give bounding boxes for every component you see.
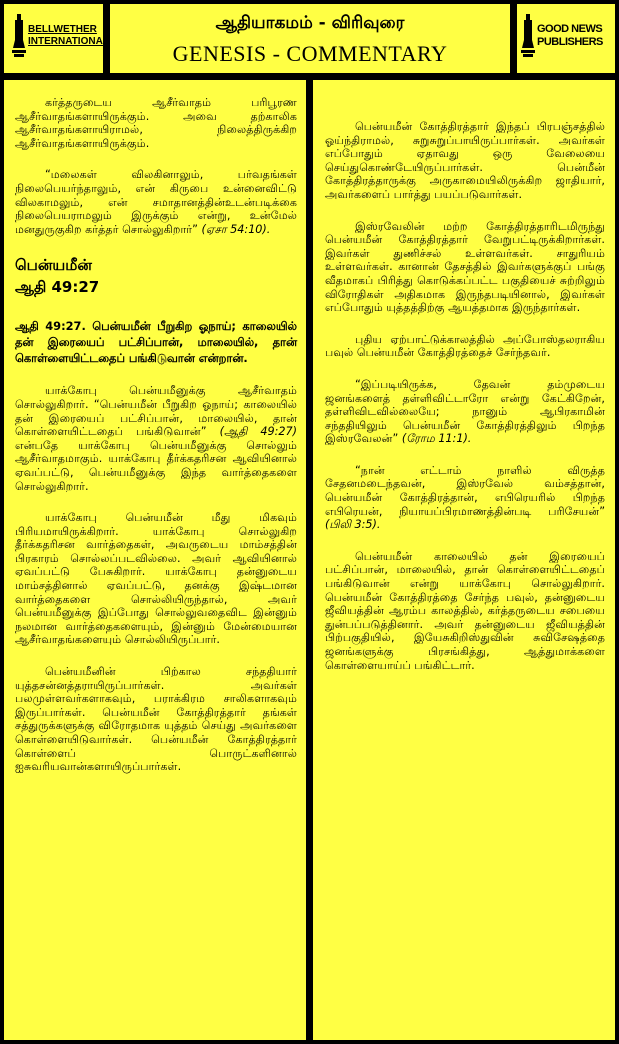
right-paragraph-4 [325,378,605,446]
good-news-logo-text: GOOD NEWS PUBLISHERS [537,23,603,48]
bell-icon [521,14,535,58]
right-paragraph-6: பென்யமீன் காலையில் தன் இரையைப் பட்சிப்பான், மாலையில், தான் கொள்ளையிட்டதைப் பங்கிடுவான் என்று யாக்கோபு சொல்லுகிறார். பென்யமீன் கோத்திரத்தை சேர்ந்த பவுல், தன்னுடைய ஜீவியத்தின் ஆரம்ப காலத்தில், கர்த்தருடைய சபையை துன்பப்படுத்தினார். அவர் தன்னுடைய ஜீவியத்தின் பிற்பகுதியில், இயேசுகிறிஸ்துவின் சுவிசேஷத்தை ஜனங்களுக்கு பிரசங்கித்து, ஆத்துமாக்களை கொள்ளையாய்ப் பங்கிட்டார். [325,549,605,672]
bellwether-logo-text: BELLWETHER INTERNATIONAL [28,24,109,47]
good-news-logo [521,14,611,58]
title-tamil: ஆதியாகமம் - விரிவுரை [215,13,405,33]
quote-text: “மலைகள் விலகினாலும், பர்வதங்கள் நிலைபெயர்ந்தாலும், என் கிருபை உன்னைவிட்டு விலகாமலும், என் சமாதானத்தின்உடன்படிக்கை நிலைபெயராமலும் இருக்கும் என்று, உன்மேல் மனதுருகுகிற கர்த்தர் சொல்லுகிறார்” [15,168,297,236]
header-title-box [110,4,510,73]
right-paragraph-3: புதிய ஏற்பாட்டுக்காலத்தில் அப்போஸ்தலராகிய பவுல் பென்யமீன் கோத்திரத்தைச் சேர்ந்தவர். [325,332,605,360]
bellwether-logo [12,14,109,58]
quote-text: “இப்படியிருக்க, தேவன் தம்முடைய ஜனங்களைத் தள்ளிவிட்டாரோ என்று கேட்கிறேன், தள்ளிவிடவில்லையே; நானும் ஆபிரகாமின் சந்ததியிலும் பென்யமீன் கோத்திரத்திலும் பிறந்த இஸ்ரவேலன்” [325,377,605,446]
scripture-reference: (ஏசா 54:10). [201,222,271,236]
quote-text: “நான் எட்டாம் நாளில் விருத்த சேதனமடைந்தவன், இஸ்ரவேல் வம்சத்தான், பென்யமீன் கோத்திரத்தான், எபிரெயரில் பிறந்த எபிரெயன், நியாயப்பிரமாணத்தின்படி பரிசேயன்” [325,463,605,518]
right-paragraph-2: இஸ்ரவேலின் மற்ற கோத்திரத்தாரிடமிருந்து பென்யமீன் கோத்திரத்தார் வேறுபட்டிருக்கிறார்கள். இவர்கள் துணிச்சல் உள்ளவர்கள். சாதுரியம் உள்ளவர்கள். கானான் தேசத்தில் இவர்களுக்குப் பங்கு வீதமாகப் பிரித்து கொடுக்கப்பட்ட பகுதியைச் சுற்றிலும் விரோதிகள் அதிகமாக இருந்தபடியினால், இவர்கள் எப்போதும் யுத்தத்திற்கு ஆயத்தமாக இருந்தார்கள். [325,219,605,315]
verse-text: ஆதி 49:27. பென்யமீன் பீறுகிற ஓநாய்; காலையில் தன் இரையைப் பட்சிப்பான், மாலையில், தான் கொள்ளையிட்டதைப் பங்கிடுவான் என்றான். [15,319,297,366]
left-paragraph-5: பென்யமீனின் பிற்கால சந்ததியார் யுத்தசன்னத்தராயிருப்பார்கள். அவர்கள் பலமுள்ளவர்களாகவும், பராக்கிரம சாலிகளாகவும் இருப்பார்கள். பென்யமீன் கோத்திரத்தார் தங்கள் சத்துருக்களுக்கு விரோதமாக யுத்தம் செய்து அவர்களை கொள்ளையிடுவார்கள். பென்யமீன் கோத்திரத்தார் கொள்ளைப் பொருட்களினால் ஐசுவரியவான்களாயிருப்பார்கள். [15,665,297,774]
left-paragraph-3 [15,384,297,493]
scripture-reference: (ரோம 11:1). [401,432,472,446]
bell-icon [12,14,26,58]
left-logo-box [4,4,109,73]
left-paragraph-2 [15,168,297,236]
paragraph-text: என்பதே யாக்கோபு பென்யமீனுக்கு சொல்லும் ஆசீர்வாதமாகும். யாக்கோபு தீர்க்கதரிசன ஆவியினால் ஏவப்பட்டு, பென்யமீனுக்கு இந்த வார்த்தைகளை சொல்லுகிறார். [15,438,297,493]
right-column [313,80,615,1040]
heading-reference: ஆதி 49:27 [15,278,100,297]
left-column [4,80,306,1040]
right-paragraph-5 [325,464,605,532]
heading-name: பென்யமீன் [15,256,92,275]
title-english: GENESIS - COMMENTARY [172,41,448,66]
scripture-reference: (ஆதி 49:27) [219,425,297,439]
right-logo-box [517,4,615,73]
right-paragraph-1: பென்யமீன் கோத்திரத்தார் இந்தப் பிரபஞ்சத்தில் ஓய்ந்திராமல், சுறுசுறுப்பாயிருப்பார்கள். அவர்கள் எப்போதும் ஏதாவது ஒரு வேலையை செய்துகொண்டேயிருப்பார்கள். பென்மீன் கோத்திரத்தாருக்கு அருகாமையிலிருக்கிற ஜாதியார், அவர்களைப் பார்த்து பயப்படுவார்கள். [325,120,605,201]
left-paragraph-4: யாக்கோபு பென்யமீன் மீது மிகவும் பிரியமாயிருக்கிறார். யாக்கோபு சொல்லுகிற தீர்க்கதரிசன வார்த்தைகள், அவருடைய மாம்சத்தின் பிரகாரம் சொல்லப்படவில்லை. அவர் ஆவியினால் ஏவப்பட்டு பேசுகிறார். யாக்கோபு தன்னுடைய மாம்சத்தினால் ஏவப்பட்டு, தனக்கு இஷ்டமான வார்த்தைகளை சொல்லியிருந்தால், அவர் பென்யமீனுக்கு இப்போது சொல்லுவதைவிட இன்னும் நலமான வார்த்தைகளையும், இன்னும் மேன்மையான ஆசீர்வாதங்களையும் சொல்லியிருப்பார். [15,511,297,647]
left-paragraph-1: கர்த்தருடைய ஆசீர்வாதம் பரிபூரண ஆசீர்வாதங்களாயிருக்கும். அவை தற்காலிக ஆசீர்வாதங்களாயிராமல், நிலைத்திருக்கிற ஆசீர்வாதங்களாயிருக்கும். [15,96,297,150]
section-heading [15,254,297,298]
scripture-reference: (பிலி 3:5). [325,518,381,532]
paragraph-text: யாக்கோபு பென்யமீனுக்கு ஆசீர்வாதம் சொல்லுகிறார். “பென்யமீன் பீறுகிற ஓநாய்; காலையில் தன் இரையைப் பட்சிப்பான், மாலையில், தான் கொள்ளையிட்டதைப் பங்கிடுவான்” [15,384,297,439]
